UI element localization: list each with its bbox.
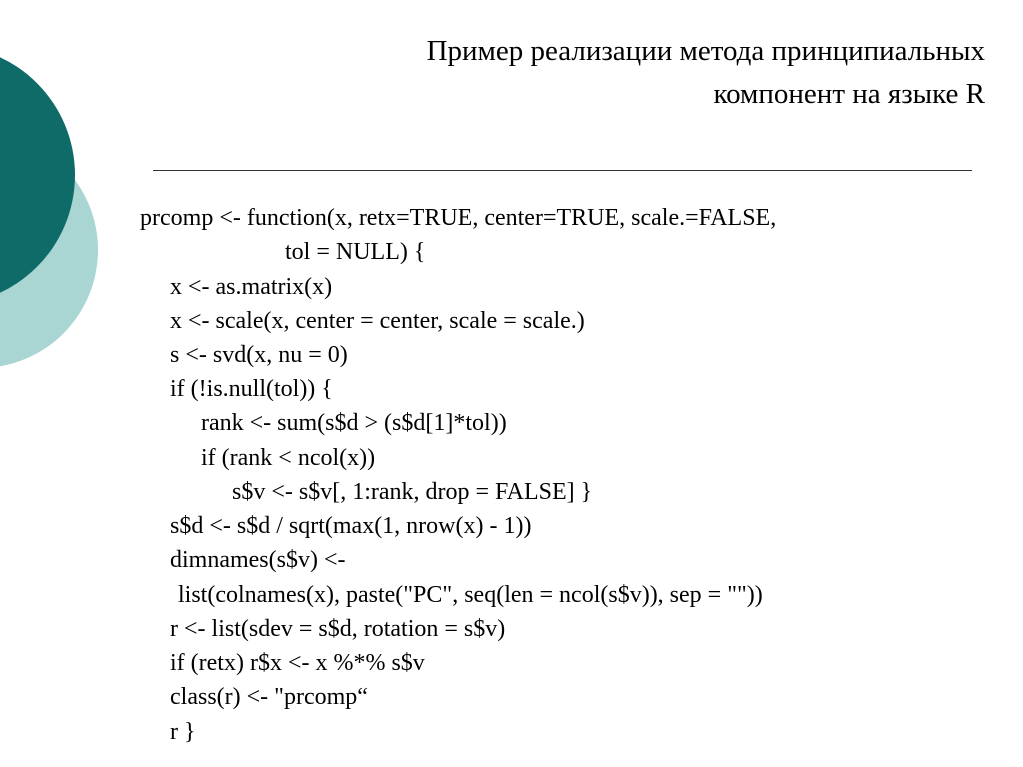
code-line: if (retx) r$x <- x %*% s$v [170, 650, 425, 676]
code-line: r <- list(sdev = s$d, rotation = s$v) [170, 616, 506, 642]
code-line: s <- svd(x, nu = 0) [170, 342, 348, 368]
code-line: tol = NULL) { [285, 239, 426, 265]
slide-title-line-1: Пример реализации метода принципиальных [426, 35, 985, 67]
code-line: if (rank < ncol(x)) [201, 445, 376, 471]
code-line: s$d <- s$d / sqrt(max(1, nrow(x) - 1)) [170, 513, 532, 539]
code-line: if (!is.null(tol)) { [170, 376, 333, 402]
code-line: s$v <- s$v[, 1:rank, drop = FALSE] } [232, 479, 593, 505]
code-line: class(r) <- "prcomp“ [170, 684, 368, 710]
code-line: prcomp <- function(x, retx=TRUE, center=TRUE, scale.=FALSE, [140, 205, 777, 231]
code-line: r } [170, 719, 196, 745]
code-line: dimnames(s$v) <- [170, 547, 346, 573]
code-line: rank <- sum(s$d > (s$d[1]*tol)) [201, 410, 507, 436]
code-line: list(colnames(x), paste("PC", seq(len = ncol(s$v)), sep = "")) [178, 582, 763, 608]
code-line: x <- as.matrix(x) [170, 274, 333, 300]
slide-title-line-2: компонент на языке R [713, 78, 985, 110]
code-line: x <- scale(x, center = center, scale = scale.) [170, 308, 585, 334]
